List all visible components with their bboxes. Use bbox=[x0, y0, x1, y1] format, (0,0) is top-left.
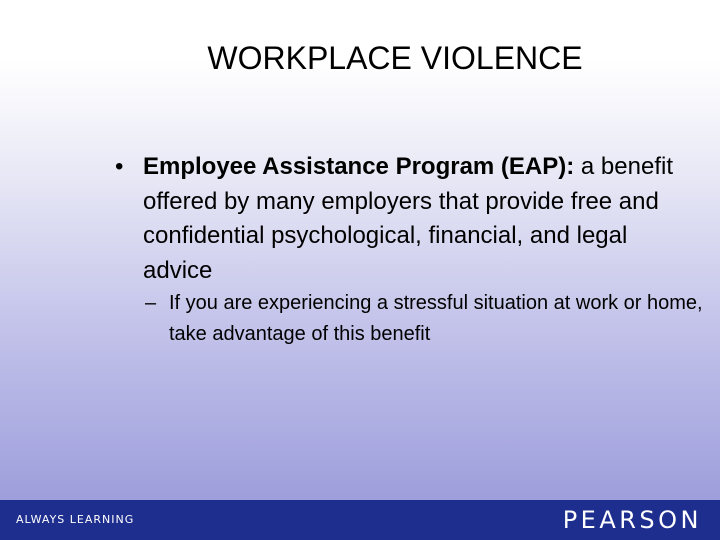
pearson-logo: PEARSON bbox=[562, 506, 702, 534]
bullet-definition: a benefit offered by many employers that provide free and confidential psychological, financial, and legal advice bbox=[143, 153, 673, 284]
slide-title: WORKPLACE VIOLENCE bbox=[207, 40, 583, 76]
bullet-text bbox=[143, 150, 695, 288]
sub-bullet-item bbox=[145, 288, 705, 350]
sub-bullet-marker: – bbox=[145, 292, 157, 314]
sub-bullet-text: If you are experiencing a stressful situation at work or home, take advantage of this benefit bbox=[169, 292, 703, 345]
footer-tagline: ALWAYS LEARNING bbox=[16, 513, 135, 526]
bullet-item bbox=[115, 150, 695, 288]
bullet-term: Employee Assistance Program (EAP): bbox=[143, 153, 575, 180]
footer-bar bbox=[0, 500, 720, 540]
bullet-marker: • bbox=[115, 153, 124, 180]
